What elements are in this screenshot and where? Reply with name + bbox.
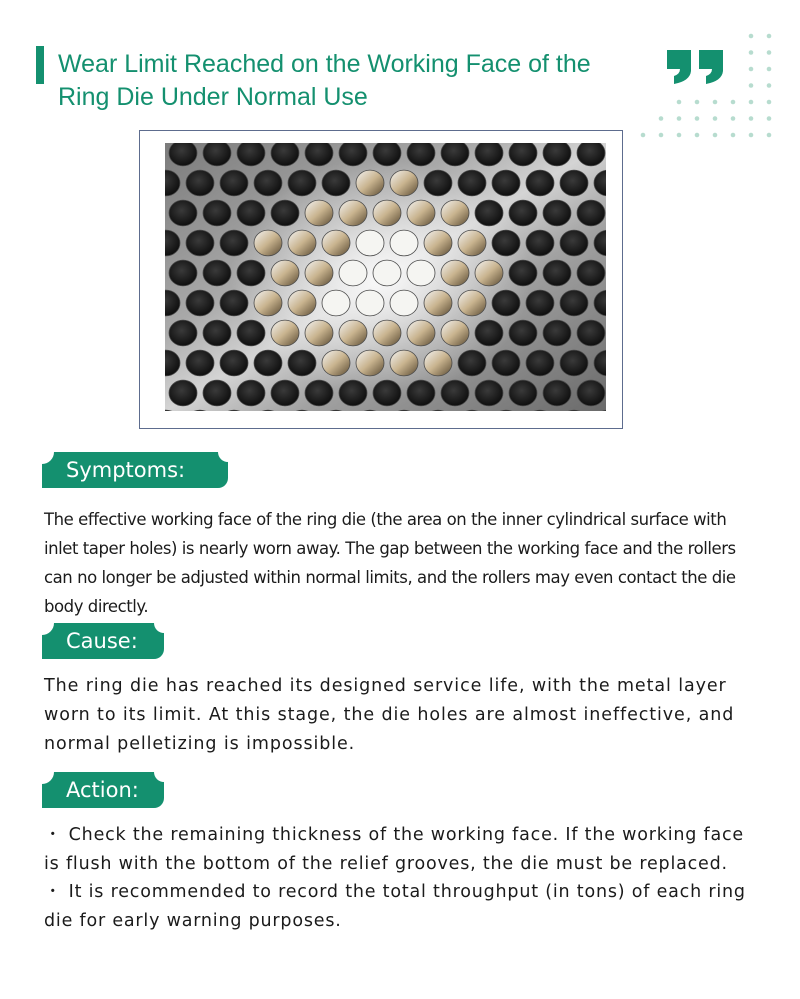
symptoms-label: Symptoms: xyxy=(42,452,228,488)
page-title: Wear Limit Reached on the Working Face of the Ring Die Under Normal Use xyxy=(58,50,591,111)
symptoms-text: The effective working face of the ring die (the area on the inner cylindrical surface with inlet taper holes) is nearly worn away. The gap between the working face and the rollers can no longer be adjusted within normal limits, and the rollers may even contact the die body directly. xyxy=(44,510,736,616)
action-item: ・ Check the remaining thickness of the working face. If the working face is flush with the bottom of the relief grooves, the die must be replaced. xyxy=(44,825,744,874)
action-label: Action: xyxy=(42,772,164,808)
title-accent-bar xyxy=(36,46,44,84)
cause-label: Cause: xyxy=(42,623,164,659)
action-list xyxy=(44,821,764,935)
action-item: ・ It is recommended to record the total throughput (in tons) of each ring die for early warning purposes. xyxy=(44,882,746,931)
ring-die-photo xyxy=(165,143,606,411)
cause-text: The ring die has reached its designed service life, with the metal layer worn to its limit. At this stage, the die holes are almost ineffective, and normal pelletizing is impossible. xyxy=(44,676,735,754)
decorative-dot-grid xyxy=(624,28,774,148)
